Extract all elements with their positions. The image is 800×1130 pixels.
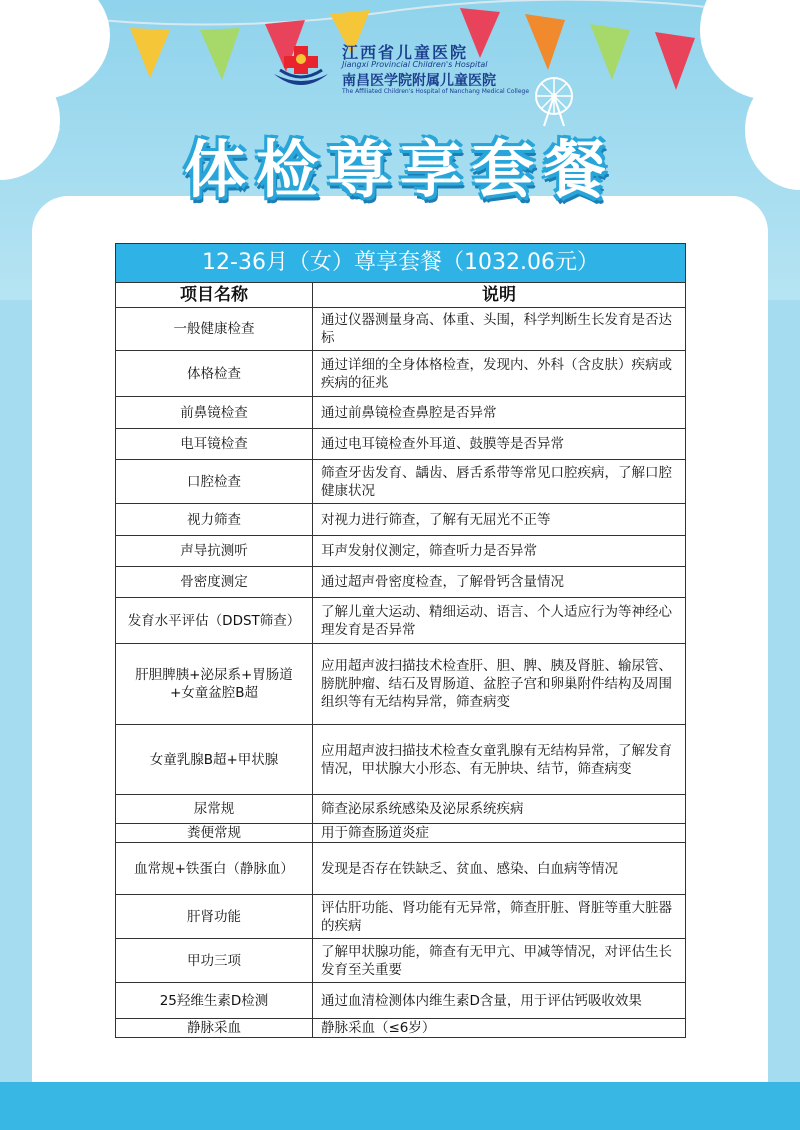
item-name: 静脉采血 — [116, 1019, 313, 1038]
item-name: 一般健康检查 — [116, 308, 313, 351]
item-description: 应用超声波扫描技术检查女童乳腺有无结构异常，了解发育情况，甲状腺大小形态、有无肿块、结节，筛查病变 — [313, 725, 686, 795]
table-row — [116, 567, 686, 598]
item-name: 尿常规 — [116, 795, 313, 824]
item-name: 视力筛查 — [116, 504, 313, 536]
item-name: 粪便常规 — [116, 824, 313, 843]
affiliation-name-cn: 南昌医学院附属儿童医院 — [342, 73, 496, 89]
item-description: 通过仪器测量身高、体重、头围，科学判断生长发育是否达标 — [313, 308, 686, 351]
table-row — [116, 429, 686, 460]
item-name: 口腔检查 — [116, 460, 313, 504]
item-name: 肝肾功能 — [116, 895, 313, 939]
table-row — [116, 460, 686, 504]
hospital-emblem-icon — [270, 44, 332, 92]
table-row — [116, 824, 686, 843]
item-description: 了解儿童大运动、精细运动、语言、个人适应行为等神经心理发育是否异常 — [313, 598, 686, 644]
package-title: 12-36月（女）尊享套餐（1032.06元） — [116, 244, 686, 283]
item-description: 耳声发射仪测定，筛查听力是否异常 — [313, 536, 686, 567]
table-row — [116, 397, 686, 429]
item-name: 25羟维生素D检测 — [116, 983, 313, 1019]
table-row — [116, 895, 686, 939]
item-name: 骨密度测定 — [116, 567, 313, 598]
table-row — [116, 504, 686, 536]
column-header-name: 项目名称 — [116, 283, 313, 308]
package-table — [115, 243, 686, 1038]
item-name: 血常规+铁蛋白（静脉血） — [116, 843, 313, 895]
item-name: 发育水平评估（DDST筛查） — [116, 598, 313, 644]
table-row — [116, 795, 686, 824]
item-description: 静脉采血（≤6岁） — [313, 1019, 686, 1038]
item-description: 通过详细的全身体格检查，发现内、外科（含皮肤）疾病或疾病的征兆 — [313, 351, 686, 397]
item-name: 甲功三项 — [116, 939, 313, 983]
table-row — [116, 644, 686, 725]
column-header-desc: 说明 — [313, 283, 686, 308]
item-name: 体格检查 — [116, 351, 313, 397]
table-row — [116, 598, 686, 644]
table-row — [116, 725, 686, 795]
affiliation-name-en: The Affiliated Children's Hospital of Nanchang Medical College — [342, 88, 530, 95]
item-description: 筛查牙齿发育、龋齿、唇舌系带等常见口腔疾病，了解口腔健康状况 — [313, 460, 686, 504]
hospital-name-en: Jiangxi Provincial Children's Hospital — [342, 60, 488, 69]
item-description: 评估肝功能、肾功能有无异常，筛查肝脏、肾脏等重大脏器的疾病 — [313, 895, 686, 939]
table-row — [116, 983, 686, 1019]
item-name: 声导抗测听 — [116, 536, 313, 567]
item-description: 通过血清检测体内维生素D含量，用于评估钙吸收效果 — [313, 983, 686, 1019]
item-name: 女童乳腺B超+甲状腺 — [116, 725, 313, 795]
item-name: 前鼻镜检查 — [116, 397, 313, 429]
table-row — [116, 1019, 686, 1038]
table-row — [116, 536, 686, 567]
item-description: 筛查泌尿系统感染及泌尿系统疾病 — [313, 795, 686, 824]
table-row — [116, 351, 686, 397]
item-description: 用于筛查肠道炎症 — [313, 824, 686, 843]
item-description: 发现是否存在铁缺乏、贫血、感染、白血病等情况 — [313, 843, 686, 895]
table-row — [116, 308, 686, 351]
item-description: 了解甲状腺功能，筛查有无甲亢、甲减等情况，对评估生长发育至关重要 — [313, 939, 686, 983]
item-description: 通过超声骨密度检查，了解骨钙含量情况 — [313, 567, 686, 598]
page-title: 体检尊享套餐 — [183, 133, 616, 206]
item-description: 通过电耳镜检查外耳道、鼓膜等是否异常 — [313, 429, 686, 460]
item-name: 电耳镜检查 — [116, 429, 313, 460]
item-description: 对视力进行筛查，了解有无屈光不正等 — [313, 504, 686, 536]
hospital-name-cn: 江西省儿童医院 — [342, 43, 469, 62]
hospital-logo — [270, 40, 530, 96]
table-row — [116, 843, 686, 895]
item-description: 通过前鼻镜检查鼻腔是否异常 — [313, 397, 686, 429]
table-row — [116, 939, 686, 983]
item-description: 应用超声波扫描技术检查肝、胆、脾、胰及肾脏、输尿管、膀胱肿瘤、结石及胃肠道、盆腔子宫和卵巢附件结构及周围组织等有无结构异常，筛查病变 — [313, 644, 686, 725]
item-name: 肝胆脾胰+泌尿系+胃肠道+女童盆腔B超 — [116, 644, 313, 725]
footer-band — [0, 1082, 800, 1130]
